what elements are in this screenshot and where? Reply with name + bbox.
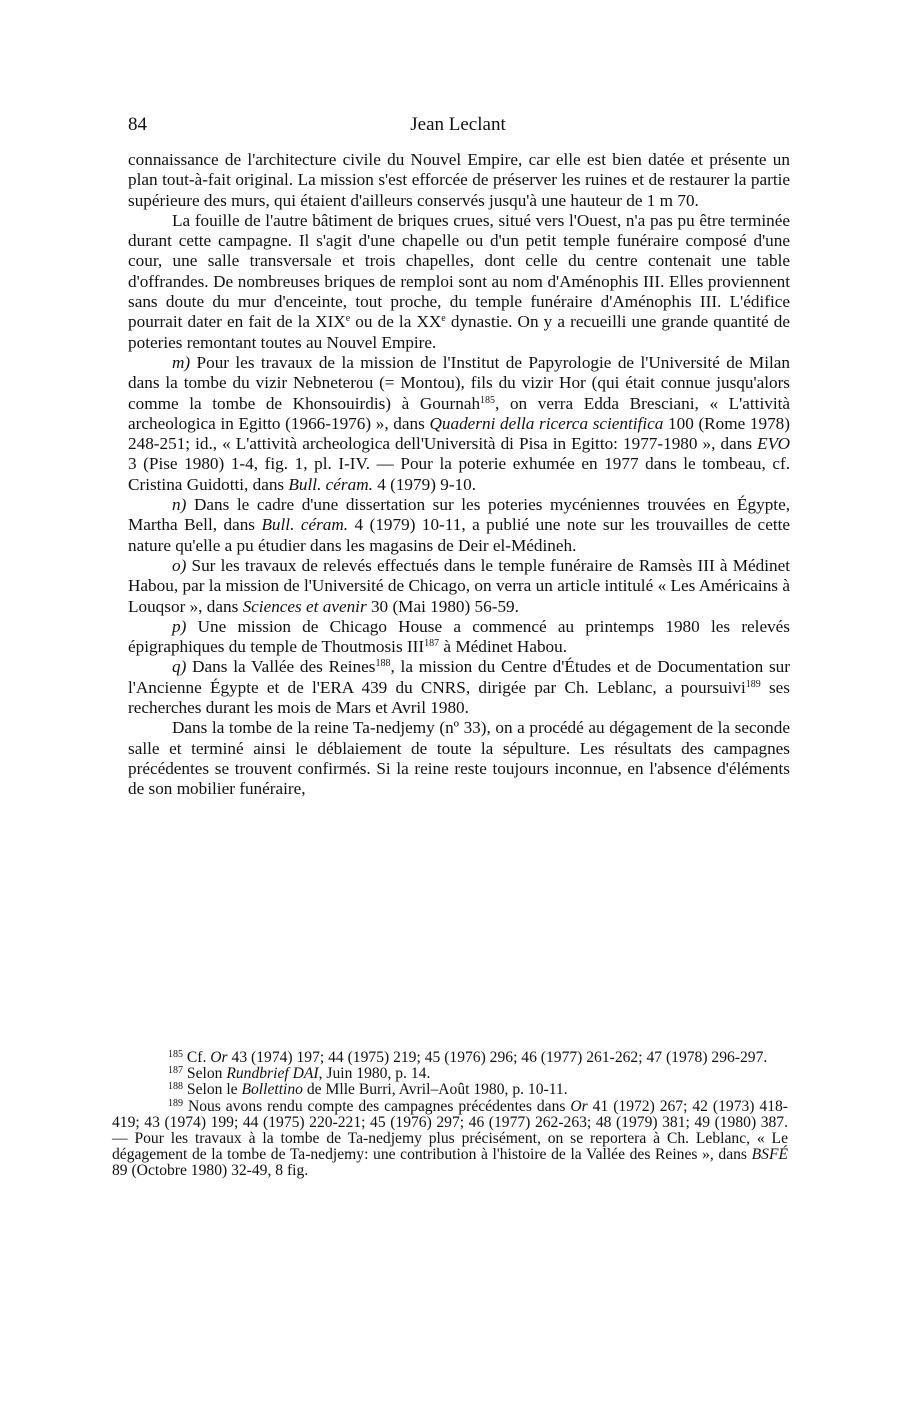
- paragraph-o: o) Sur les travaux de relevés effectués dans le temple funéraire de Ramsès III à Médinet Habou, par la mission de l'Université de Chicago, on verra un article intitulé « Les Américains à Louqsor », dans Sciences et avenir 30 (Mai 1980) 56-59.: [128, 555, 790, 616]
- page-number: 84: [128, 114, 147, 135]
- page-header: [128, 114, 788, 140]
- running-head: Jean Leclant: [410, 114, 506, 135]
- paragraph: La fouille de l'autre bâtiment de briques crues, situé vers l'Ouest, n'a pas pu être terminée durant cette campagne. Il s'agit d'une chapelle ou d'un petit temple funéraire composé d'une cour, une salle transversale et trois chapelles, dont celle du centre contenait une table d'offrandes. De nombreuses briques de remploi sont au nom d'Aménophis III. Elles proviennent sans doute du mur d'enceinte, tout proche, du temple funéraire d'Aménophis III. L'édifice pourrait dater en fait de la XIXe ou de la XXe dynastie. On y a recueilli une grande quantité de poteries remontant toutes au Nouvel Empire.: [128, 210, 791, 352]
- footnote-ref[interactable]: 188: [375, 658, 391, 670]
- paragraph-p: p) Une mission de Chicago House a commencé au printemps 1980 les relevés épigraphiques du temple de Thoutmosis III$^{187}$ à Médinet Habou.: [128, 616, 790, 657]
- footnote-189: $^{189}$ Nous avons rendu compte des campagnes précédentes dans Or 41 (1972) 267; 42 (1973) 418-419; 43 (1974) 199; 44 (1975) 220-221; 45 (1976) 297; 46 (1977) 262-263; 48 (1979) 381; 49 (1980) 387. — Pour les travaux à la tombe de Ta-nedjemy plus précisément, on se reportera à Ch. Leblanc, « Le dégagement de la tombe de Ta-nedjemy: une contribution à l'histoire de la Vallée des Reines », dans BSFÉ 89 (Octobre 1980) 32-49, 8 fig.: [112, 1097, 789, 1180]
- footnote-187: $^{187}$ Selon Rundbrief DAI, Juin 1980, p. 14.: [168, 1065, 431, 1083]
- footnote-ref[interactable]: 187: [424, 638, 440, 650]
- paragraph-n: n) Dans le cadre d'une dissertation sur les poteries mycéniennes trouvées en Égypte, Martha Bell, dans Bull. céram. 4 (1979) 10-11, a publié une note sur les trouvailles de cette nature qu'elle a pu étudier dans les magasins de Deir el-Médineh.: [128, 495, 790, 555]
- footnote-ref[interactable]: 185: [480, 394, 496, 406]
- paragraph: connaissance de l'architecture civile du Nouvel Empire, car elle est bien datée et présente un plan tout-à-fait original. La mission s'est efforcée de préserver les ruines et de restaurer la partie supérieure des murs, qui étaient d'ailleurs conservés jusqu'à une hauteur de 1 m 70.: [128, 150, 790, 210]
- paragraph-q: q) Dans la Vallée des Reines$^{188}$, la mission du Centre d'Études et de Documentation sur l'Ancienne Égypte et de l'ERA 439 du CNRS, dirigée par Ch. Leblanc, a poursuivi$^{189}$ ses recherches durant les mois de Mars et Avril 1980.: [128, 657, 790, 718]
- footnote-185: $^{185}$ Cf. Or 43 (1974) 197; 44 (1975) 219; 45 (1976) 296; 46 (1977) 261-262; 47 (1978) 296-297.: [168, 1049, 768, 1066]
- paragraph: Dans la tombe de la reine Ta-nedjemy (nº 33), on a procédé au dégagement de la seconde salle et terminé ainsi le déblaiement de toute la sépulture. Les résultats des campagnes précédentes se trouvent confirmés. Si la reine reste toujours inconnue, en l'absence d'éléments de son mobilier funéraire,: [128, 718, 790, 799]
- footnote-ref[interactable]: 189: [745, 678, 761, 690]
- paragraph-m: m) Pour les travaux de la mission de l'Institut de Papyrologie de l'Université de Milan dans la tombe du vizir Nebneterou (= Montou), fils du vizir Hor (qui était connue jusqu'alors comme la tombe de Khonsouirdis) à Gournah$^{185}$, on verra Edda Bresciani, « L'attività archeologica in Egitto (1966-1976) », dans Quaderni della ricerca scientifica 100 (Rome 1978) 248-251; id., « L'attività archeologica dell'Università di Pisa in Egitto: 1977-1980 », dans EVO 3 (Pise 1980) 1-4, fig. 1, pl. I-IV. — Pour la poterie exhumée en 1977 dans le tombeau, cf. Cristina Guidotti, dans Bull. céram. 4 (1979) 9-10.: [128, 352, 791, 494]
- footnotes: [112, 1050, 788, 1180]
- footnote-188: $^{188}$ Selon le Bollettino de Mlle Burri, Avril–Août 1980, p. 10-11.: [168, 1081, 568, 1099]
- body-text: [128, 150, 790, 800]
